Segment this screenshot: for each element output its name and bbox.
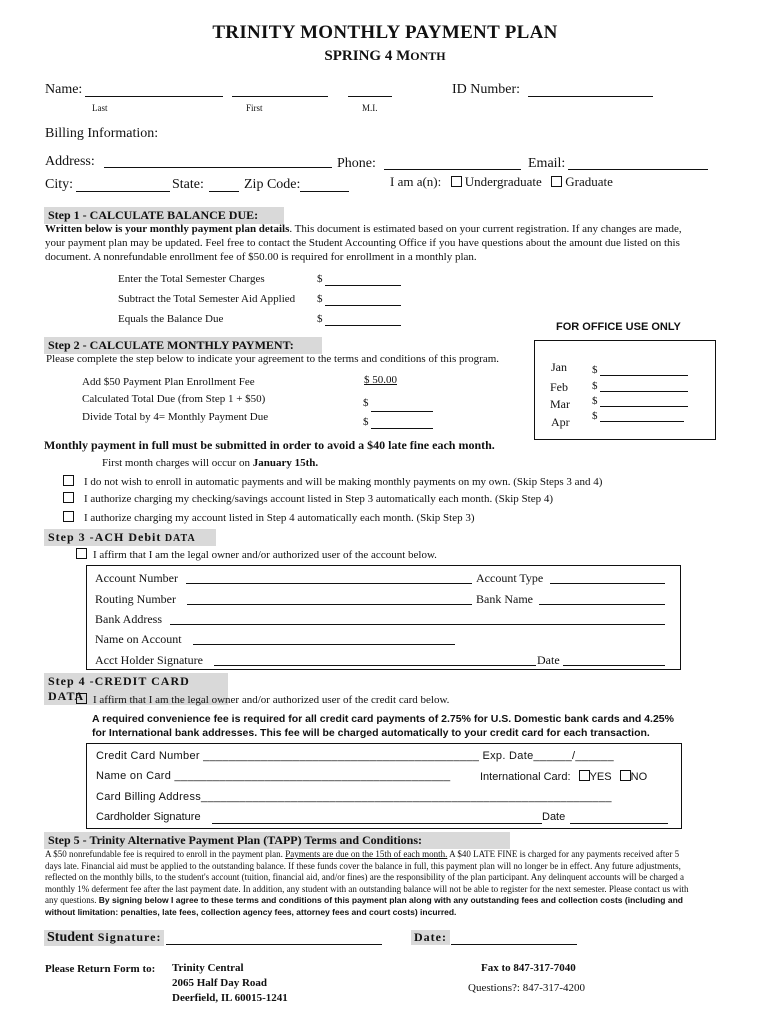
signature-date-label: Date: bbox=[411, 930, 450, 945]
student-signature-field[interactable] bbox=[166, 944, 382, 945]
ach-affirm-checkbox[interactable] bbox=[76, 548, 87, 559]
student-signature-label: Student Signature: bbox=[44, 930, 164, 946]
account-type-label: Account Type bbox=[476, 571, 544, 585]
monthly-due-field[interactable] bbox=[371, 428, 433, 429]
ach-affirm: I affirm that I am the legal owner and/or authorized user of the account below. bbox=[76, 548, 437, 561]
bank-address-label: Bank Address bbox=[95, 612, 162, 626]
aid-applied-field[interactable] bbox=[325, 305, 401, 306]
return-address-line3: Deerfield, IL 60015-1241 bbox=[172, 992, 288, 1004]
dollar-sign: $ bbox=[592, 364, 598, 376]
return-form-label: Please Return Form to: bbox=[45, 963, 156, 975]
name-on-account-field[interactable] bbox=[193, 644, 455, 645]
email-label: Email: bbox=[528, 156, 566, 171]
billing-heading: Billing Information: bbox=[45, 126, 159, 141]
account-type-field[interactable] bbox=[550, 583, 665, 584]
routing-number-field[interactable] bbox=[187, 604, 472, 605]
dollar-sign: $ bbox=[317, 313, 323, 325]
acct-signature-label: Acct Holder Signature bbox=[95, 653, 203, 667]
card-date-label: Date bbox=[542, 811, 566, 823]
card-number-row[interactable]: Credit Card Number ___________________________________________ Exp. Date______/______ bbox=[96, 750, 614, 762]
grad-label: Graduate bbox=[565, 174, 613, 189]
last-name-field[interactable] bbox=[85, 96, 223, 97]
enroll-fee-label: Add $50 Payment Plan Enrollment Fee bbox=[82, 376, 255, 388]
id-number-label: ID Number: bbox=[452, 82, 521, 97]
monthly-due-label: Divide Total by 4= Monthly Payment Due bbox=[82, 411, 269, 423]
account-number-field[interactable] bbox=[186, 583, 472, 584]
dollar-sign: $ bbox=[363, 416, 369, 428]
name-on-account-label: Name on Account bbox=[95, 632, 182, 646]
state-label: State: bbox=[172, 177, 204, 192]
step2-intro: Please complete the step below to indicate your agreement to the terms and conditions of this program. bbox=[46, 353, 500, 365]
card-fee-notice: A required convenience fee is required for all credit card payments of 2.75% for U.S. Domestic bank cards and 4.25% for International bank addresses. This fee will be charged automatically to your credit card for each transaction. bbox=[92, 713, 674, 739]
card-affirm-checkbox[interactable] bbox=[76, 693, 87, 704]
balance-due-field[interactable] bbox=[325, 325, 401, 326]
cardholder-signature-label: Cardholder Signature bbox=[96, 811, 201, 823]
first-month-notice: First month charges will occur on January 15th. bbox=[102, 457, 319, 469]
aid-applied-label: Subtract the Total Semester Aid Applied bbox=[118, 293, 296, 305]
credit-checkbox[interactable] bbox=[63, 511, 74, 522]
intl-no-checkbox[interactable] bbox=[620, 770, 631, 781]
last-caption: Last bbox=[92, 103, 108, 113]
page-title: TRINITY MONTHLY PAYMENT PLAN bbox=[212, 22, 558, 43]
step5-heading: Step 5 - Trinity Alternative Payment Plan (TAPP) Terms and Conditions: bbox=[44, 832, 510, 849]
step1-paragraph: Written below is your monthly payment plan details. This document is estimated based on your current registration. If any changes are made, your payment plan may be updated. Feel free to contact the Student Accounting Office if you have questions about the amount due listed on this document. A nonrefundable enrollment fee of $50.00 is required for enrollment in a monthly plan. bbox=[45, 223, 682, 263]
bank-name-label: Bank Name bbox=[476, 592, 533, 606]
undergrad-checkbox[interactable] bbox=[451, 176, 462, 187]
return-address-line2: 2065 Half Day Road bbox=[172, 977, 268, 989]
grad-checkbox[interactable] bbox=[551, 176, 562, 187]
card-date-field[interactable] bbox=[570, 823, 668, 824]
card-billing-address-row[interactable]: Card Billing Address________________________________________________________________ bbox=[96, 791, 612, 803]
undergrad-label: Undergraduate bbox=[464, 174, 542, 189]
bank-address-field[interactable] bbox=[170, 624, 665, 625]
state-field[interactable] bbox=[209, 191, 239, 192]
name-label: Name: bbox=[45, 82, 83, 97]
dollar-sign: $ bbox=[592, 410, 598, 422]
month-apr: Apr bbox=[551, 415, 570, 429]
step2-heading: Step 2 - CALCULATE MONTHLY PAYMENT: bbox=[44, 337, 322, 354]
i-am-label: I am a(n): bbox=[390, 174, 442, 189]
id-number-field[interactable] bbox=[528, 96, 653, 97]
office-use-heading: FOR OFFICE USE ONLY bbox=[556, 321, 681, 333]
enroll-fee-value: $ 50.00 bbox=[364, 374, 397, 386]
zip-label: Zip Code: bbox=[244, 177, 301, 192]
balance-due-label: Equals the Balance Due bbox=[118, 313, 224, 325]
month-jan: Jan bbox=[551, 360, 567, 374]
total-due-field[interactable] bbox=[371, 411, 433, 412]
step5-terms: A $50 nonrefundable fee is required to enroll in the payment plan. Payments are due on the 15th of each month. A $40 LATE FINE is charged for any payments received after 5 days late. Financial aid must be applied to the outstanding balance. If these funds cover the balance in full, this payment plan will no longer be in effect. Any future adjustments, reflected on the monthly bills, to the student's account (tuition, financial aid, and/or fines) are the responsibility of the plan participant. Any delinquent accounts will be charged a monthly 1% deferment fee after the last payment date. In addition, any student with an outstanding balance will not be able to register for the next semester. Please contact us with any questions. By signing below I agree to these terms and conditions of this payment plan along with any outstanding fees and collection costs (including and without limitation: penalties, late fees, collection agency fees, attorney fees and court costs) incurred. bbox=[45, 849, 689, 917]
acct-signature-field[interactable] bbox=[214, 665, 536, 666]
card-affirm: I affirm that I am the legal owner and/or authorized user of the credit card below. bbox=[76, 693, 449, 706]
total-charges-field[interactable] bbox=[325, 285, 401, 286]
dollar-sign: $ bbox=[592, 380, 598, 392]
first-name-field[interactable] bbox=[232, 96, 328, 97]
routing-number-label: Routing Number bbox=[95, 592, 176, 606]
cardholder-signature-field[interactable] bbox=[212, 823, 542, 824]
phone-label: Phone: bbox=[337, 156, 376, 171]
city-label: City: bbox=[45, 177, 74, 192]
no-auto-checkbox[interactable] bbox=[63, 475, 74, 486]
account-number-label: Account Number bbox=[95, 571, 178, 585]
first-caption: First bbox=[246, 103, 263, 113]
email-field[interactable] bbox=[568, 169, 708, 170]
dollar-sign: $ bbox=[317, 273, 323, 285]
questions-phone: Questions?: 847-317-4200 bbox=[468, 982, 586, 994]
student-type-row bbox=[390, 174, 613, 190]
month-mar: Mar bbox=[550, 397, 570, 411]
ach-checkbox[interactable] bbox=[63, 492, 74, 503]
late-fine-notice: Monthly payment in full must be submitted in order to avoid a $40 late fine each month. bbox=[44, 438, 495, 452]
address-field[interactable] bbox=[104, 167, 332, 168]
fax-number: Fax to 847-317-7040 bbox=[481, 962, 576, 974]
city-field[interactable] bbox=[76, 191, 170, 192]
step1-heading: Step 1 - CALCULATE BALANCE DUE: bbox=[44, 207, 284, 224]
step3-heading: Step 3 -ACH Debit DATA bbox=[44, 529, 216, 546]
intl-yes-checkbox[interactable] bbox=[579, 770, 590, 781]
office-jan-field[interactable] bbox=[600, 375, 688, 376]
phone-field[interactable] bbox=[384, 169, 521, 170]
address-label: Address: bbox=[45, 154, 95, 169]
dollar-sign: $ bbox=[592, 395, 598, 407]
zip-field[interactable] bbox=[300, 191, 349, 192]
office-feb-field[interactable] bbox=[600, 391, 688, 392]
total-due-label: Calculated Total Due (from Step 1 + $50) bbox=[82, 393, 266, 405]
option-credit: I authorize charging my account listed in Step 4 automatically each month. (Skip Step 3) bbox=[63, 511, 475, 524]
total-charges-label: Enter the Total Semester Charges bbox=[118, 273, 265, 285]
option-ach: I authorize charging my checking/savings account listed in Step 3 automatically each month. (Skip Step 4) bbox=[63, 492, 553, 505]
step4-heading: Step 4 -CREDIT CARD DATA bbox=[44, 673, 228, 705]
signature-date-field[interactable] bbox=[451, 944, 577, 945]
mi-field[interactable] bbox=[348, 96, 392, 97]
office-mar-field[interactable] bbox=[600, 406, 688, 407]
month-feb: Feb bbox=[550, 380, 568, 394]
bank-name-field[interactable] bbox=[539, 604, 665, 605]
dollar-sign: $ bbox=[363, 397, 369, 409]
mi-caption: M.I. bbox=[362, 103, 378, 113]
dollar-sign: $ bbox=[317, 293, 323, 305]
office-apr-field[interactable] bbox=[600, 421, 684, 422]
page-subtitle: SPRING 4 MONTH bbox=[324, 48, 446, 64]
acct-date-label: Date bbox=[537, 653, 560, 667]
option-no-auto: I do not wish to enroll in automatic payments and will be making monthly payments on my own. (Skip Steps 3 and 4) bbox=[63, 475, 602, 488]
acct-date-field[interactable] bbox=[563, 665, 665, 666]
international-card-row: International Card: YES NO bbox=[480, 771, 648, 783]
return-address-line1: Trinity Central bbox=[172, 962, 244, 974]
name-on-card-row[interactable]: Name on Card ___________________________________________ bbox=[96, 770, 451, 782]
